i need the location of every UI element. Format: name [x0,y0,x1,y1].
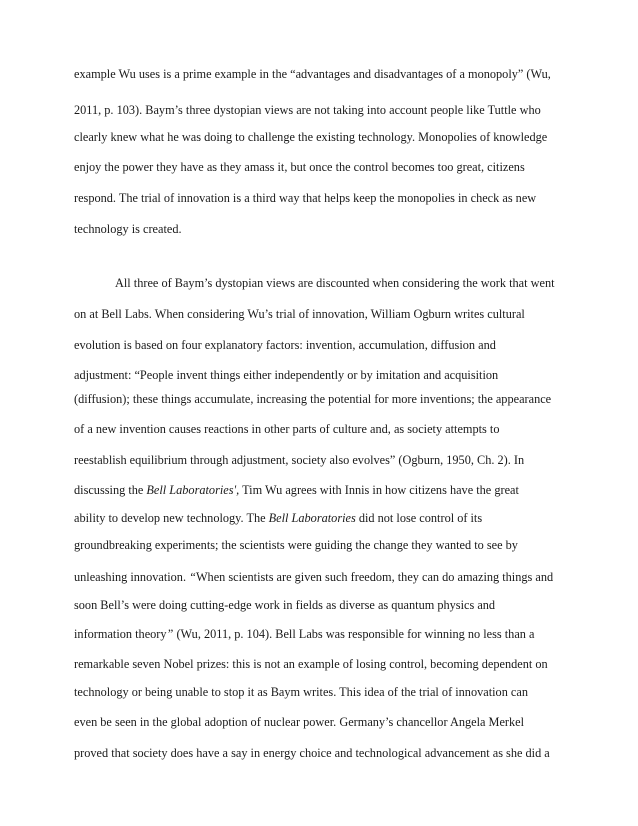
italic-title: Bell Laboratories', [146,483,240,497]
text-run: information theory [74,627,167,641]
paragraph-2-line: soon Bell’s were doing cutting-edge work in fields as diverse as quantum physics and [74,598,496,612]
italic-quote-mark: ” [166,627,174,641]
paragraph-2-line: even be seen in the global adoption of nuclear power. Germany’s chancellor Angela Merkel [74,715,525,729]
paragraph-2-line [74,627,534,641]
paragraph-1-line: clearly knew what he was doing to challenge the existing technology. Monopolies of knowledge [74,130,548,144]
italic-quote-mark: “ [189,570,196,584]
paragraph-2-line: proved that society does have a say in energy choice and technological advancement as she did a [74,746,550,760]
italic-title: Bell Laboratories [268,511,356,525]
paragraph-2-line: of a new invention causes reactions in other parts of culture and, as society attempts to [74,422,500,436]
paragraph-2-line: technology or being unable to stop it as Baym writes. This idea of the trial of innovation can [74,685,528,699]
paragraph-2-line: reestablish equilibrium through adjustment, society also evolves” (Ogburn, 1950, Ch. 2). In [74,453,525,467]
paragraph-2-line: groundbreaking experiments; the scientists were guiding the change they wanted to see by [74,538,518,552]
paragraph-2-line: evolution is based on four explanatory factors: invention, accumulation, diffusion and [74,338,496,352]
paragraph-2-line: All three of Baym’s dystopian views are discounted when considering the work that went [115,276,555,290]
text-run: Tim Wu agrees with Innis in how citizens have the great [239,483,519,497]
text-run: ability to develop new technology. The [74,511,269,525]
paragraph-1-line: enjoy the power they have as they amass it, but once the control becomes too great, citizens [74,160,525,174]
paragraph-1-line: example Wu uses is a prime example in the “advantages and disadvantages of a monopoly” (Wu, [74,67,551,81]
paragraph-1-line: technology is created. [74,222,182,236]
paragraph-2-line: remarkable seven Nobel prizes: this is not an example of losing control, becoming dependent on [74,657,548,671]
paragraph-2-line [74,511,482,525]
paragraph-2-line [74,570,553,584]
text-run: unleashing innovation. [74,570,190,584]
text-run: (Wu, 2011, p. 104). Bell Labs was responsible for winning no less than a [173,627,535,641]
text-run: When scientists are given such freedom, they can do amazing things and [195,570,554,584]
paragraph-2-line: (diffusion); these things accumulate, increasing the potential for more inventions; the appearance [74,392,552,406]
paragraph-2-line: adjustment: “People invent things either independently or by imitation and acquisition [74,368,499,382]
paragraph-2-line [74,483,519,497]
text-run: discussing the [74,483,147,497]
paragraph-1-line: respond. The trial of innovation is a third way that helps keep the monopolies in check as new [74,191,537,205]
paragraph-1-line: 2011, p. 103). Baym’s three dystopian views are not taking into account people like Tuttle who [74,103,541,117]
text-run: did not lose control of its [355,511,483,525]
paragraph-2-line: on at Bell Labs. When considering Wu’s trial of innovation, William Ogburn writes cultural [74,307,525,321]
